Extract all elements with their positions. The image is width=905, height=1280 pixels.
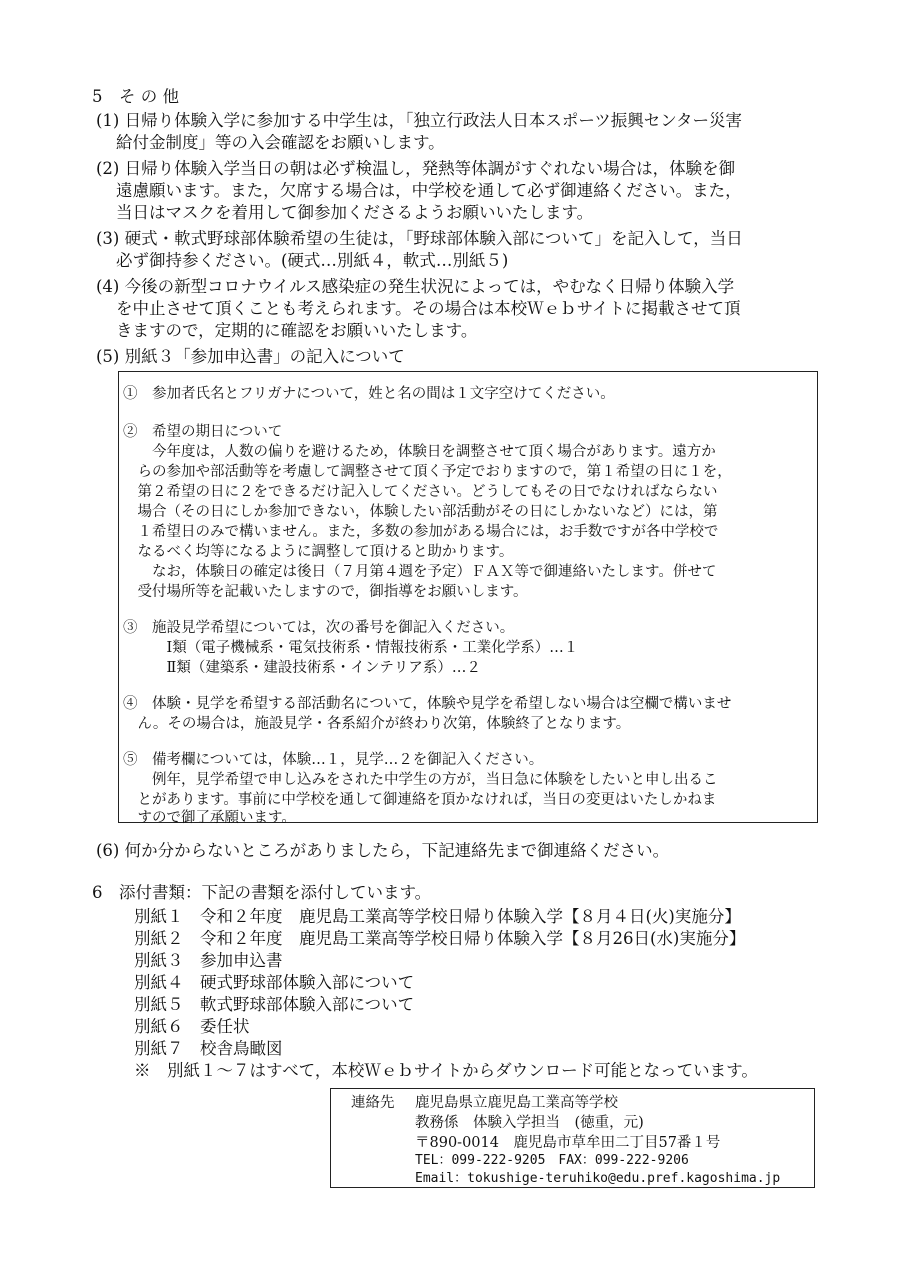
attachment-note: ※ 別紙１～７はすべて，本校Ｗｅｂサイトからダウンロード可能となっています。	[134, 1061, 758, 1080]
note5-line2: 例年，見学希望で申し込みをされた中学生の方が，当日急に体験をしたいと申し出るこ	[123, 772, 718, 788]
contact-box	[330, 1088, 815, 1188]
item4-line3: きますので，定期的に確認をお願いいたします。	[116, 321, 478, 340]
attachment-2: 別紙２ 令和２年度 鹿児島工業高等学校日帰り体験入学【８月26日(水)実施分】	[134, 929, 746, 948]
item4-line1: (4) 今後の新型コロナウイルス感染症の発生状況によっては，やむなく日帰り体験入学	[96, 277, 735, 296]
contact-school: 鹿児島県立鹿児島工業高等学校	[415, 1095, 618, 1111]
attachment-4: 別紙４ 硬式野球部体験入部について	[134, 973, 415, 992]
section5-heading: 5 そ の 他	[92, 87, 179, 106]
section6-heading: 6 添付書類：下記の書類を添付しています。	[92, 883, 432, 902]
note2-line5: 場合（その日にしか参加できない，体験したい部活動がその日にしかないなど）には，第	[123, 504, 718, 520]
item3-line2: 必ず御持参ください。(硬式…別紙４，軟式…別紙５)	[116, 251, 509, 270]
note3-line1: ③ 施設見学希望については，次の番号を御記入ください。	[123, 620, 515, 636]
item4-line2: を中止させて頂くことも考えられます。その場合は本校Ｗｅｂサイトに掲載させて頂	[116, 299, 741, 318]
note3-line2: Ⅰ類（電子機械系・電気技術系・情報技術系・工業化学系）…１	[123, 640, 579, 656]
note5-line3: とがあります。事前に中学校を通して御連絡を頂かなければ，当日の変更はいたしかねま	[123, 792, 717, 808]
item3-line1: (3) 硬式・軟式野球部体験希望の生徒は，「野球部体験入部について」を記入して，当日	[96, 229, 743, 248]
item2-line3: 当日はマスクを着用して御参加くださるようお願いいたします。	[116, 203, 594, 222]
attachment-7: 別紙７ 校舎鳥瞰図	[134, 1039, 283, 1058]
note4-line1: ④ 体験・見学を希望する部活動名について，体験や見学を希望しない場合は空欄で構いませ	[123, 696, 732, 712]
entry-form-notes-box	[118, 371, 818, 826]
item6-line: (6) 何か分からないところがありましたら，下記連絡先まで御連絡ください。	[96, 841, 670, 860]
attachment-1: 別紙１ 令和２年度 鹿児島工業高等学校日帰り体験入学【８月４日(火)実施分】	[134, 907, 741, 926]
item2-line2: 遠慮願います。また，欠席する場合は，中学校を通して必ず御連絡ください。また，	[116, 181, 742, 200]
contact-phone: TEL：099-222-9205 FAX：099-222-9206	[415, 1153, 689, 1168]
attachment-3: 別紙３ 参加申込書	[134, 951, 283, 970]
contact-email: Email：tokushige-teruhiko@edu.pref.kagoshima.jp	[415, 1171, 781, 1186]
attachment-6: 別紙６ 委任状	[134, 1017, 250, 1036]
note2-line1: ② 希望の期日について	[123, 424, 283, 440]
note4-line2: ん。その場合は，施設見学・各系紹介が終わり次第，体験終了となります。	[123, 716, 631, 732]
contact-address: 〒890-0014 鹿児島市草牟田二丁目57番１号	[415, 1135, 721, 1151]
note2-line8: なお，体験日の確定は後日（７月第４週を予定）ＦＡＸ等で御連絡いたします。併せて	[123, 564, 717, 580]
note2-line7: なるべく均等になるように調整して頂けると助かります。	[123, 544, 514, 560]
note1: ① 参加者氏名とフリガナについて，姓と名の間は１文字空けてください。	[123, 386, 615, 402]
note5-line4: すので御了承願います。	[123, 810, 296, 826]
note2-line4: 第２希望の日に２をできるだけ記入してください。どうしてもその日でなければならない	[123, 484, 718, 500]
note2-line6: １希望日のみで構いません。また，多数の参加がある場合には，お手数ですが各中学校で	[123, 524, 719, 540]
item1-line1: (1) 日帰り体験入学に参加する中学生は，「独立行政法人日本スポーツ振興センター災害	[96, 111, 743, 130]
contact-label: 連絡先	[351, 1095, 395, 1111]
note3-line3: Ⅱ類（建築系・建設技術系・インテリア系）…２	[123, 660, 481, 676]
note2-line9: 受付場所等を記載いたしますので，御指導をお願いします。	[123, 584, 528, 600]
attachment-5: 別紙５ 軟式野球部体験入部について	[134, 995, 415, 1014]
note2-line3: らの参加や部活動等を考慮して調整させて頂く予定でおりますので，第１希望の日に１を，	[123, 464, 732, 480]
note2-line2: 今年度は，人数の偏りを避けるため，体験日を調整させて頂く場合があります。遠方か	[123, 444, 716, 460]
contact-dept: 教務係 体験入学担当 (徳重，元)	[415, 1115, 644, 1131]
item1-line2: 給付金制度」等の入会確認をお願いします。	[116, 133, 445, 152]
item5-line: (5) 別紙３「参加申込書」の記入について	[96, 347, 405, 366]
item2-line1: (2) 日帰り体験入学当日の朝は必ず検温し，発熱等体調がすぐれない場合は，体験を御	[96, 159, 736, 178]
note5-line1: ⑤ 備考欄については，体験…１，見学…２を御記入ください。	[123, 752, 544, 768]
